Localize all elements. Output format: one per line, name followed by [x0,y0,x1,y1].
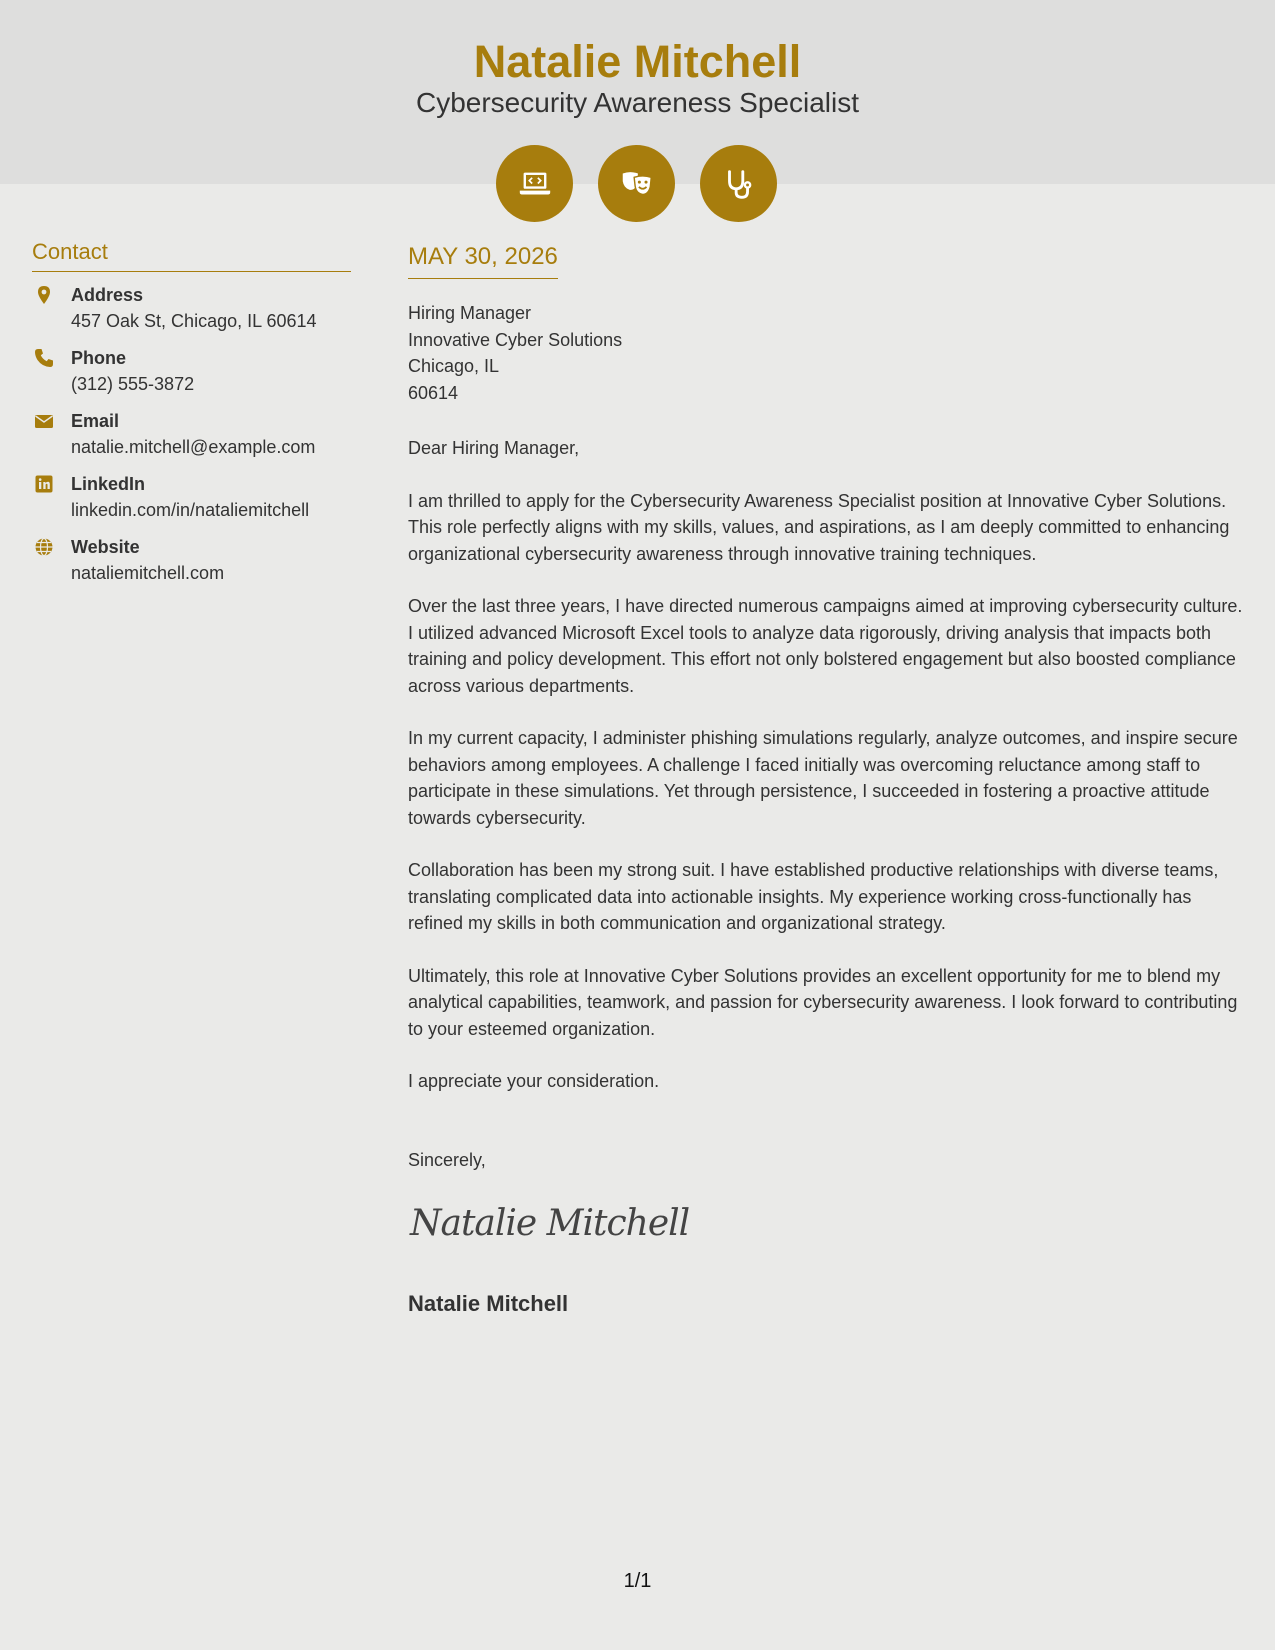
recipient-line: Chicago, IL [408,356,500,376]
contact-label: Address [71,285,144,305]
contact-item-email [32,409,362,472]
contact-value: natalie.mitchell@example.com [71,437,316,457]
signature: Natalie Mitchell [410,1203,690,1244]
theater-masks-icon [598,145,675,222]
contact-value: 457 Oak St, Chicago, IL 60614 [71,311,317,331]
job-title: Cybersecurity Awareness Specialist [415,87,859,118]
linkedin-icon [34,474,54,494]
laptop-code-icon [496,145,573,222]
envelope-icon [34,411,54,431]
stethoscope-icon [700,145,777,222]
letter-paragraph: In my current capacity, I administer phishing simulations regularly, analyze outcomes, and inspire secure behaviors among employees. A challenge I faced initially was overcoming reluctance among staff to participate in these simulations. Yet through persistence, I succeeded in fostering a proactive attitude towards cybersecurity. [408,728,1238,828]
contact-value: linkedin.com/in/nataliemitchell [71,500,310,520]
contact-list [32,283,362,598]
letter-paragraph: Collaboration has been my strong suit. I have established productive relationships with diverse teams, translating complicated data into actionable insights. My experience working cross-functionally has refined my skills in both communication and organizational strategy. [408,860,1219,933]
letter-paragraph: Over the last three years, I have directed numerous campaigns aimed at improving cybersecurity culture. I utilized advanced Microsoft Excel tools to analyze data rigorously, driving analysis that impacts both training and policy development. This effort not only bolstered engagement but also boosted compliance across various departments. [408,596,1243,696]
recipient-line: 60614 [408,382,459,403]
recipient-line: Hiring Manager [408,303,532,323]
phone-icon [34,348,54,368]
letter-date: MAY 30, 2026 [408,242,558,279]
contact-label: Website [71,537,140,557]
contact-label: LinkedIn [71,474,146,494]
letter-paragraph: Ultimately, this role at Innovative Cyber Solutions provides an excellent opportunity for me to blend my analytical capabilities, teamwork, and passion for cybersecurity awareness. I look forward to contributing to your esteemed organization. [408,965,1238,1039]
contact-item-address [32,283,362,346]
letter-paragraph: I appreciate your consideration. [408,1071,660,1091]
recipient-line: Innovative Cyber Solutions [408,329,623,350]
header-icons [496,145,779,223]
contact-item-website [32,535,362,598]
closing: Sincerely, [408,1150,486,1170]
signer-name: Natalie Mitchell [408,1291,569,1316]
contact-value: (312) 555-3872 [71,374,195,394]
contact-heading: Contact [32,238,351,272]
salutation: Dear Hiring Manager, [408,438,580,458]
candidate-name: Natalie Mitchell [473,36,802,87]
contact-item-phone [32,346,362,409]
page-number: 1/1 [623,1570,652,1592]
contact-value: nataliemitchell.com [71,563,225,583]
contact-label: Phone [71,348,127,368]
contact-label: Email [71,411,120,431]
letter-body [408,435,1248,1121]
globe-icon [34,537,54,557]
recipient-block [408,300,622,406]
map-pin-icon [34,285,54,305]
contact-item-linkedin [32,472,362,535]
letter-paragraph: I am thrilled to apply for the Cybersecurity Awareness Specialist position at Innovative Cyber Solutions. This role perfectly aligns with my skills, values, and aspirations, as I am deeply committed to enhancing organizational cybersecurity awareness through innovative training techniques. [408,490,1230,564]
